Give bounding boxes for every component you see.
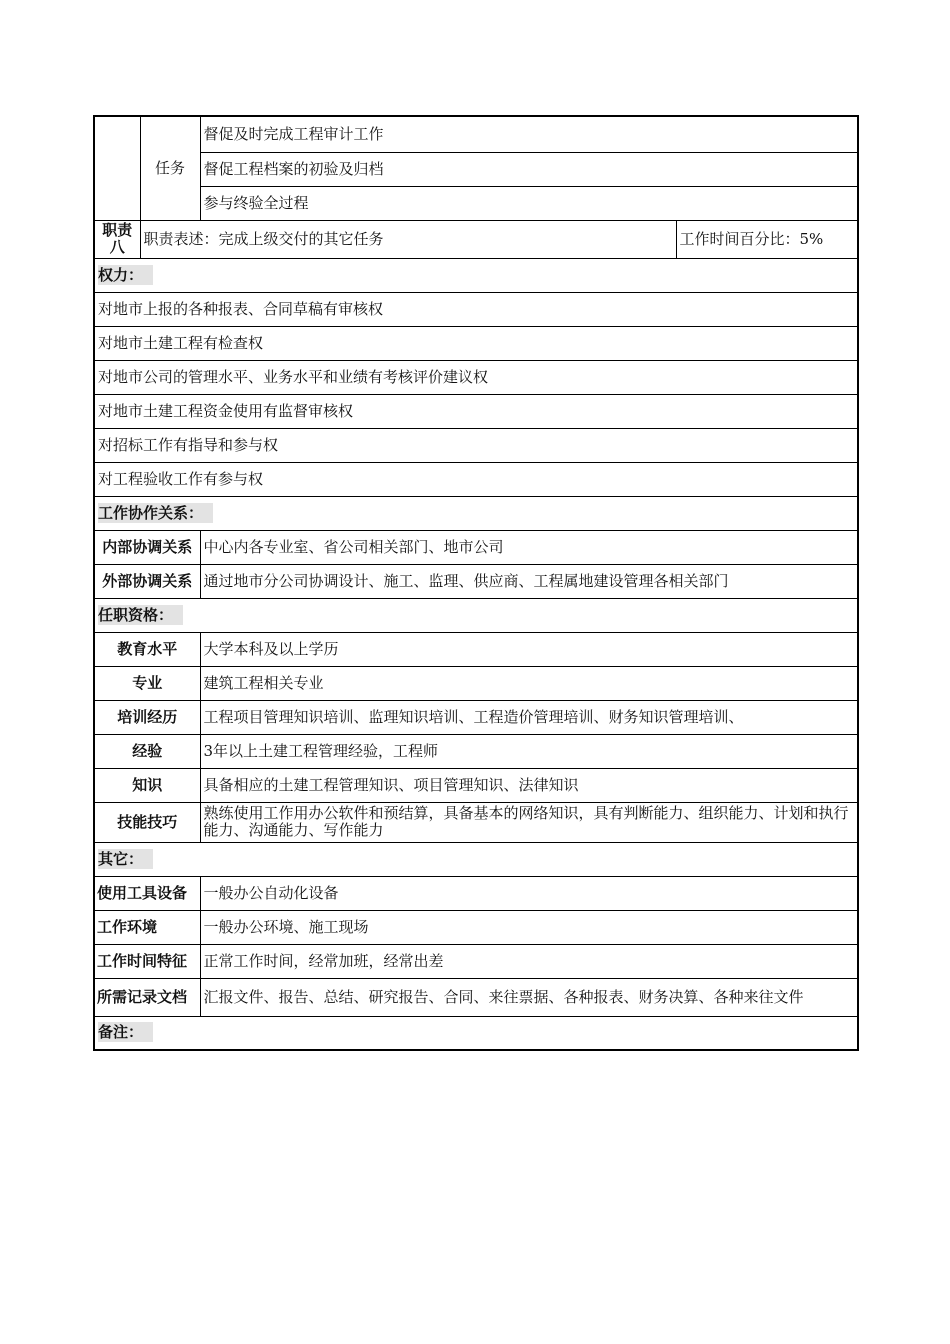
qualification-row — [94, 666, 858, 700]
other-value: 一般办公自动化设备 — [200, 876, 858, 910]
task-label: 任务 — [140, 116, 200, 220]
power-row — [94, 394, 858, 428]
task-row — [94, 152, 858, 186]
power-item: 对地市上报的各种报表、合同草稿有审核权 — [94, 292, 858, 326]
task-item: 参与终验全过程 — [200, 186, 858, 220]
powers-section-header — [94, 258, 858, 292]
other-label: 使用工具设备 — [94, 876, 200, 910]
qualification-label: 知识 — [94, 768, 200, 802]
collaboration-label: 内部协调关系 — [94, 530, 200, 564]
power-item: 对地市公司的管理水平、业务水平和业绩有考核评价建议权 — [94, 360, 858, 394]
qualifications-section-header — [94, 598, 858, 632]
duty8-row — [94, 220, 858, 258]
power-item: 对地市土建工程有检查权 — [94, 326, 858, 360]
collaboration-value: 通过地市分公司协调设计、施工、监理、供应商、工程属地建设管理各相关部门 — [200, 564, 858, 598]
duty8-label: 职责八 — [94, 220, 140, 258]
other-row — [94, 910, 858, 944]
qualification-row — [94, 802, 858, 842]
duty-blank-cell — [94, 116, 140, 220]
qualification-value: 具备相应的土建工程管理知识、项目管理知识、法律知识 — [200, 768, 858, 802]
collaboration-row — [94, 530, 858, 564]
qualification-label: 培训经历 — [94, 700, 200, 734]
duty8-description: 职责表述：完成上级交付的其它任务 — [140, 220, 676, 258]
other-section-header — [94, 842, 858, 876]
power-item: 对地市土建工程资金使用有监督审核权 — [94, 394, 858, 428]
other-row — [94, 944, 858, 978]
other-row — [94, 978, 858, 1016]
qualification-value: 工程项目管理知识培训、监理知识培训、工程造价管理培训、财务知识管理培训、 — [200, 700, 858, 734]
other-title: 其它： — [98, 849, 153, 869]
powers-title: 权力： — [98, 265, 153, 285]
qualification-label: 教育水平 — [94, 632, 200, 666]
other-value: 一般办公环境、施工现场 — [200, 910, 858, 944]
power-row — [94, 462, 858, 496]
power-item: 对工程验收工作有参与权 — [94, 462, 858, 496]
collaboration-title: 工作协作关系： — [98, 503, 213, 523]
qualification-label: 技能技巧 — [94, 802, 200, 842]
task-row — [94, 186, 858, 220]
qualification-row — [94, 768, 858, 802]
collaboration-section-header — [94, 496, 858, 530]
qualification-label: 专业 — [94, 666, 200, 700]
collaboration-label: 外部协调关系 — [94, 564, 200, 598]
job-description-page — [93, 115, 857, 1051]
collaboration-row — [94, 564, 858, 598]
qualification-value: 大学本科及以上学历 — [200, 632, 858, 666]
power-row — [94, 292, 858, 326]
other-label: 工作环境 — [94, 910, 200, 944]
remarks-section-header — [94, 1016, 858, 1050]
power-row — [94, 360, 858, 394]
collaboration-value: 中心内各专业室、省公司相关部门、地市公司 — [200, 530, 858, 564]
other-value: 汇报文件、报告、总结、研究报告、合同、来往票据、各种报表、财务决算、各种来往文件 — [200, 978, 858, 1016]
duty8-time-percent: 工作时间百分比：5% — [676, 220, 858, 258]
qualification-label: 经验 — [94, 734, 200, 768]
qualifications-title: 任职资格： — [98, 605, 183, 625]
power-row — [94, 326, 858, 360]
task-item: 督促及时完成工程审计工作 — [200, 116, 858, 152]
other-label: 所需记录文档 — [94, 978, 200, 1016]
other-label: 工作时间特征 — [94, 944, 200, 978]
power-item: 对招标工作有指导和参与权 — [94, 428, 858, 462]
qualification-value: 3年以上土建工程管理经验，工程师 — [200, 734, 858, 768]
qualification-row — [94, 632, 858, 666]
qualification-value: 熟练使用工作用办公软件和预结算，具备基本的网络知识，具有判断能力、组织能力、计划和执行能力、沟通能力、写作能力 — [200, 802, 858, 842]
other-value: 正常工作时间，经常加班，经常出差 — [200, 944, 858, 978]
qualification-row — [94, 700, 858, 734]
task-row — [94, 116, 858, 152]
task-item: 督促工程档案的初验及归档 — [200, 152, 858, 186]
qualification-value: 建筑工程相关专业 — [200, 666, 858, 700]
remarks-title: 备注： — [98, 1022, 153, 1042]
qualification-row — [94, 734, 858, 768]
power-row — [94, 428, 858, 462]
job-description-table — [93, 115, 859, 1051]
other-row — [94, 876, 858, 910]
